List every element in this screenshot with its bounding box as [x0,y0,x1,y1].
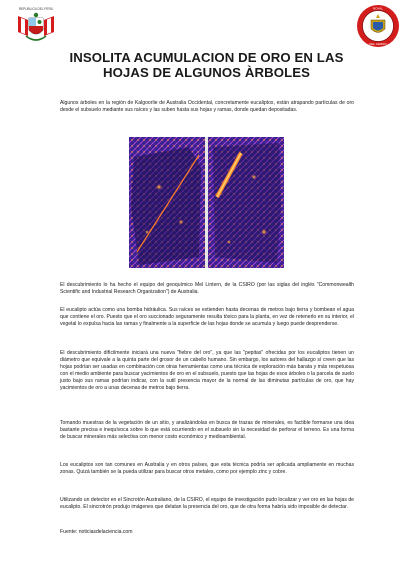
title-line-1: INSOLITA ACUMULACION DE ORO EN LAS [69,50,344,65]
title-line-2: HOJAS DE ALGUNOS ÀRBOLES [102,65,311,80]
svg-text:ROYAL: ROYAL [373,6,383,11]
svg-text:REPUBLICA DEL PERU: REPUBLICA DEL PERU [18,7,54,11]
source-line: Fuente: noticiasdelaciencia.com [60,529,133,535]
paragraph-intro: Algunos árboles en la región de Kalgoorlie de Australia Occidental, concretamente eucaliptos, están atrapando partículas de oro desde el subsuelo mediante sus raíces y las suben hasta sus hojas y ramas, donde quedan depositadas. [60,100,354,114]
paragraph-hydraulic-pump: El eucalipto actúa como una bomba hidráulica. Sus raíces se extienden hasta decenas de metros bajo tierra y bombean el agua que contiene el oro. Puesto que el oro succionado seguramente resulta tóxico para la planta, en vez de retenerlo en su interior, el vegetal lo expulsa hacia las ramas y finalmente a la superficie de las hojas donde se acumula y luego puede desprenderse. [60,307,354,328]
document-title [40,50,373,80]
peru-coat-of-arms-logo [14,6,58,46]
paragraph-eucalyptus-common: Los eucaliptos son tan comunes en Australia y en otros países, que esta técnica podría ser aplicada ampliamente en muchas zonas. Quizá también se la pueda utilizar para buscar otros metales, como por ejemplo zinc y cobre. [60,462,354,476]
paragraph-sampling: Tomando muestras de la vegetación de un sitio, y analizándolas en busca de trazas de minerales, es factible formarse una idea bastante precisa e inequívoca sobre lo que está ocurriendo en el subsuelo sin la necesidad de perforar el terreno. Es una forma de buscar minerales más selectiva con menor costo económico y medioambiental. [60,420,354,441]
svg-text:DEL CERRO: DEL CERRO [369,42,387,46]
paragraph-synchrotron: Utilizando un detector en el Sincrotón Australiano, de la CSIRO, el equipo de investigación pudo localizar y ver oro en las hojas de eucalipto. El sincrotrón produjo imágenes que delatan la presencia del oro, que de otra forma habría sido imposible de detectar. [60,497,354,511]
paragraph-discovery: El descubrimiento lo ha hecho el equipo del geoquímico Mel Lintern, de la CSIRO (por las siglas del inglés "Commonwealth Scientific and Industrial Research Organization") de Australia. [60,282,354,296]
paragraph-gold-rush: El descubrimiento difícilmente iniciará una nueva "fiebre del oro", ya que las "pepitas" ofrecidas por los eucaliptos tienen un diámetro que equivale a la quinta parte del grosor de un cabello humano. Sin embargo, los autores del hallazgo sí creen que las hojas podrían ser usadas en combinación con otras herramientas como una técnica de exploración más barata y más respetuosa con el medio ambiente para buscar yacimientos de oro en el subsuelo, puesto que las hojas de esos árboles o la parcela de suelo justo bajo sus ramas podrían indicar, con la sutil presencia mayor de la normal de las diminutas partículas de oro, que hay yacimientos de oro a unas decenas de metros bajo tierra. [60,350,354,392]
synchrotron-leaf-image [129,137,284,268]
school-seal-logo [356,4,400,48]
